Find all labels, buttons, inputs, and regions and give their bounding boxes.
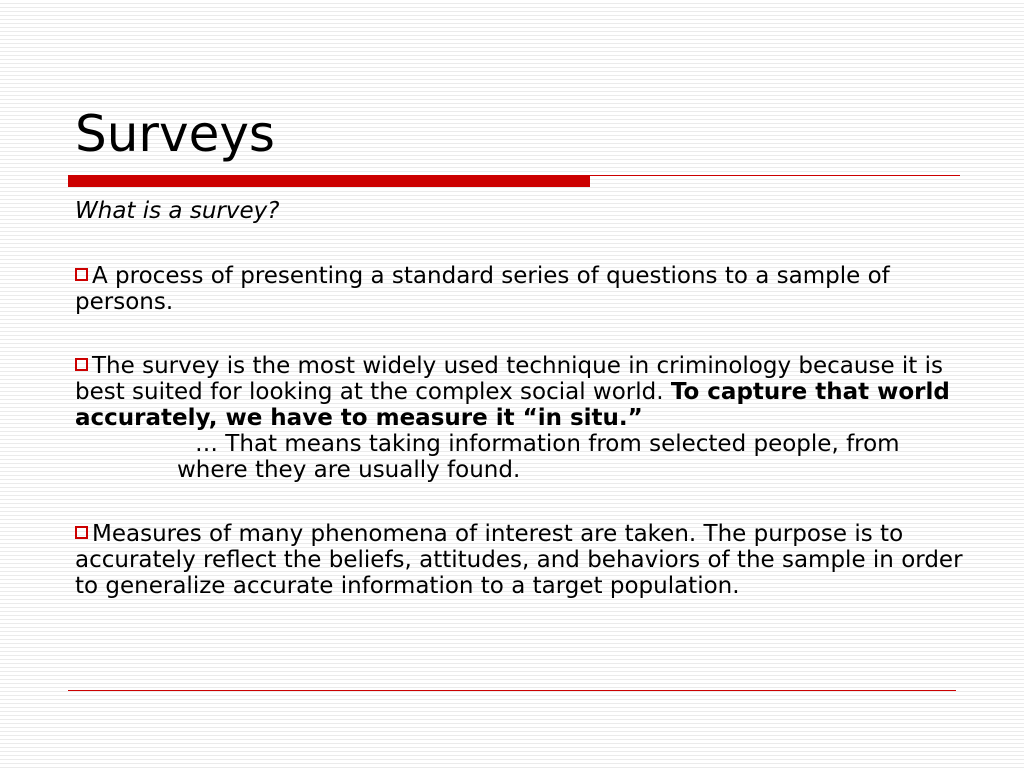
bullet-text-2: The survey is the most widely used technique in criminology because it is best suited for looking at the complex social world. bbox=[75, 353, 943, 405]
hollow-square-icon bbox=[75, 358, 88, 371]
hollow-square-icon bbox=[75, 526, 88, 539]
bullet-item-3 bbox=[75, 521, 965, 599]
bullet-text-1: A process of presenting a standard series of questions to a sample of persons. bbox=[75, 263, 890, 315]
slide-subtitle: What is a survey? bbox=[75, 198, 280, 224]
title-underline-thick bbox=[68, 175, 590, 187]
bullet-emphasis-2: To capture that world accurately, we have to measure it “in situ.” bbox=[75, 379, 950, 431]
bottom-divider bbox=[68, 690, 956, 691]
slide-content bbox=[75, 198, 965, 599]
bullet-text-3: Measures of many phenomena of interest are taken. The purpose is to accurately reflect the beliefs, attitudes, and behaviors of the sample in order to generalize accurate information to a target population. bbox=[75, 521, 963, 599]
slide-title: Surveys bbox=[75, 105, 275, 163]
bullet-sub-text-2: … That means taking information from selected people, from where they are usually found. bbox=[177, 431, 900, 483]
title-underline-thin bbox=[590, 175, 960, 176]
hollow-square-icon bbox=[75, 268, 88, 281]
bullet-item-2 bbox=[75, 353, 965, 431]
bullet-item-1 bbox=[75, 263, 965, 315]
